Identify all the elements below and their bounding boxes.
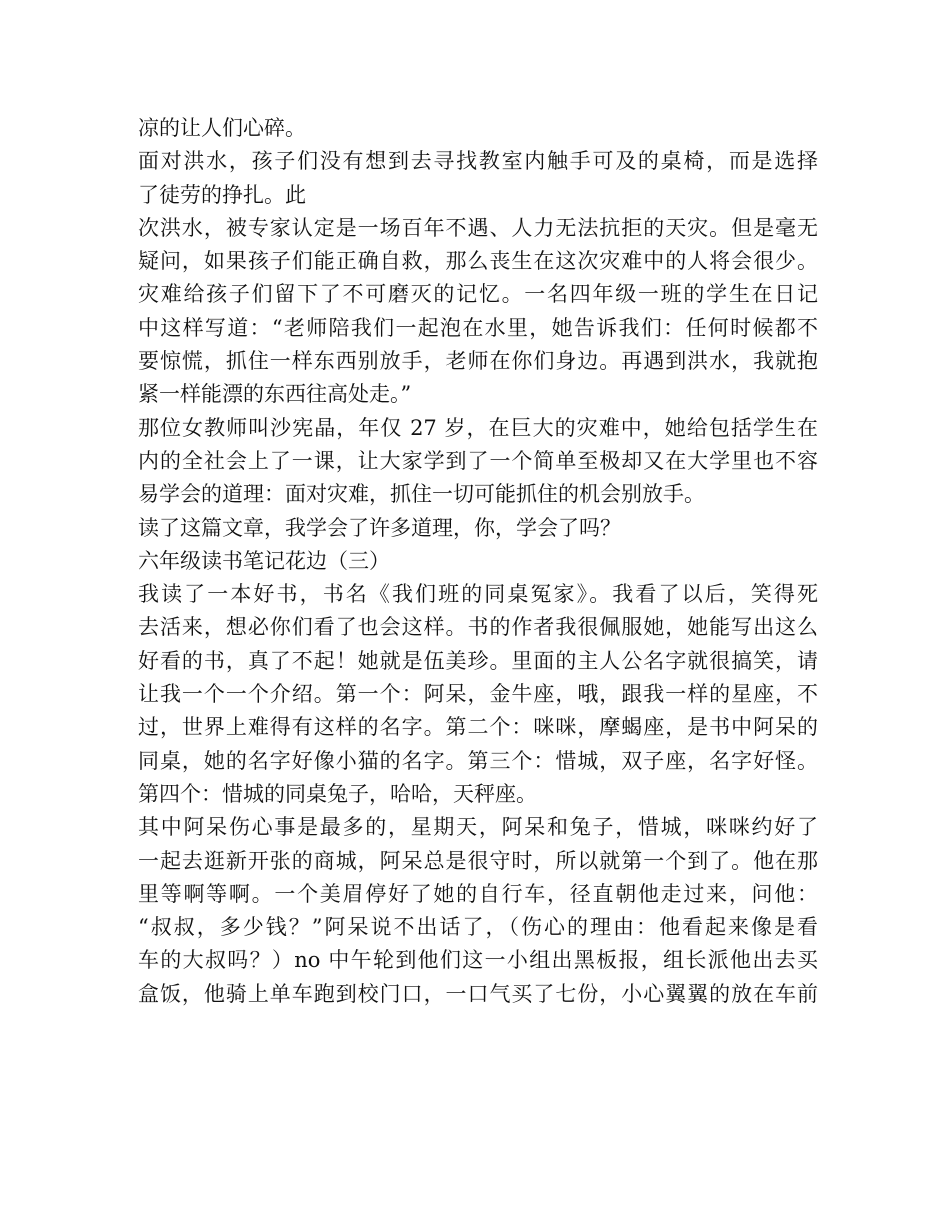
text-line: 一起去逛新开张的商城，阿呆总是很守时，所以就第一个到了。他在那 [138, 848, 818, 873]
text-line: 了徒劳的挣扎。此 [138, 182, 306, 207]
text-line: 里等啊等啊。一个美眉停好了她的自行车，径直朝他走过来，问他： [138, 881, 818, 906]
text-line: 面对洪水，孩子们没有想到去寻找教室内触手可及的桌椅，而是选择 [138, 149, 818, 174]
text-line: 去活来，想必你们看了也会这样。书的作者我很佩服她，她能写出这么 [138, 615, 818, 640]
text-line: 凉的让人们心碎。 [138, 116, 306, 140]
text-line: 中这样写道：“老师陪我们一起泡在水里，她告诉我们：任何时候都不 [138, 315, 818, 340]
text-line: 内的全社会上了一课，让大家学到了一个简单至极却又在大学里也不容 [138, 448, 818, 473]
text-line: 易学会的道理：面对灾难，抓住一切可能抓住的机会别放手。 [138, 482, 705, 507]
text-line: 次洪水，被专家认定是一场百年不遇、人力无法抗拒的天灾。但是毫无 [138, 215, 818, 240]
text-line: 好看的书，真了不起！她就是伍美珍。里面的主人公名字就很搞笑，请 [138, 648, 818, 673]
text-line: 要惊慌，抓住一样东西别放手，老师在你们身边。再遇到洪水，我就抱 [138, 349, 818, 374]
text-line: 车的大叔吗？）no 中午轮到他们这一小组出黑板报，组长派他出去买 [138, 948, 818, 973]
text-line: 紧一样能漂的东西往高处走。” [138, 382, 412, 407]
text-line: 疑问，如果孩子们能正确自救，那么丧生在这次灾难中的人将会很少。 [138, 249, 818, 274]
text-line: “叔叔，多少钱？”阿呆说不出话了，（伤心的理由：他看起来像是看 [138, 915, 818, 940]
text-line: 灾难给孩子们留下了不可磨灭的记忆。一名四年级一班的学生在日记 [138, 282, 818, 307]
document-body [138, 112, 818, 1011]
text-line: 盒饭，他骑上单车跑到校门口，一口气买了七份，小心翼翼的放在车前 [138, 981, 818, 1006]
text-line: 其中阿呆伤心事是最多的，星期天，阿呆和兔子，惜城，咪咪约好了 [138, 815, 818, 840]
text-line: 那位女教师叫沙宪晶，年仅 27 岁，在巨大的灾难中，她给包括学生在 [138, 415, 818, 440]
text-line: 让我一个一个介绍。第一个：阿呆，金牛座，哦，跟我一样的星座，不 [138, 682, 818, 707]
text-line: 过，世界上难得有这样的名字。第二个：咪咪，摩蝎座，是书中阿呆的 [138, 715, 818, 740]
text-line: 读了这篇文章，我学会了许多道理，你，学会了吗？ [138, 515, 621, 540]
text-line: 第四个：惜城的同桌兔子，哈哈，天秤座。 [138, 781, 537, 806]
text-line: 同桌，她的名字好像小猫的名字。第三个：惜城，双子座，名字好怪。 [138, 748, 818, 773]
text-line: 我读了一本好书，书名《我们班的同桌冤家》。我看了以后，笑得死 [138, 582, 818, 607]
text-line: 六年级读书笔记花边（三） [138, 548, 390, 573]
